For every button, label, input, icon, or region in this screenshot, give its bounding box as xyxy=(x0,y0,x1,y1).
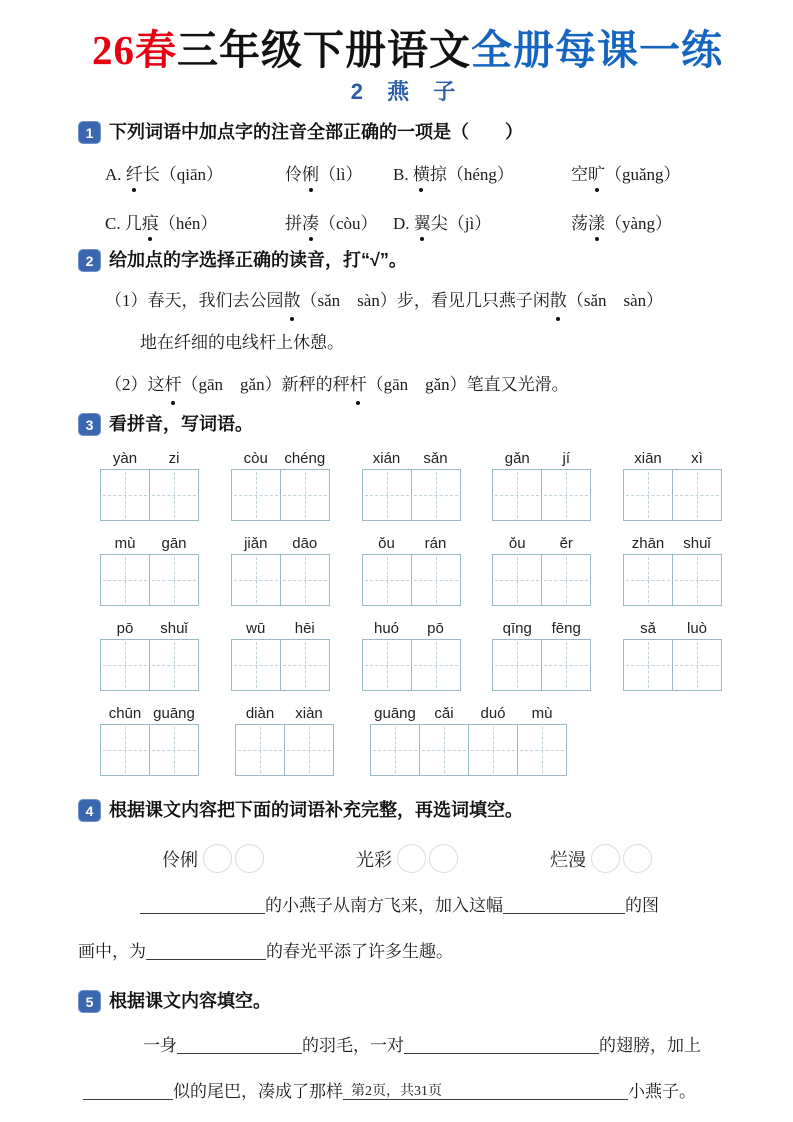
tianzige-cell[interactable] xyxy=(281,640,329,690)
tianzige-grid xyxy=(231,469,330,521)
pinyin-syllable: dāo xyxy=(292,535,318,553)
word-completion-group xyxy=(162,844,264,873)
pinyin-line xyxy=(231,450,330,467)
tianzige-grid xyxy=(231,639,330,691)
tianzige-cell[interactable] xyxy=(624,555,673,605)
emphasis-dot-char: 纤 xyxy=(126,160,143,185)
tianzige-cell[interactable] xyxy=(281,555,329,605)
q1-option-a1: A. 纤长（qiān） xyxy=(105,160,285,185)
tianzige-cell[interactable] xyxy=(673,470,721,520)
tianzige-cell[interactable] xyxy=(232,640,281,690)
tianzige-grid xyxy=(231,554,330,606)
pinyin-syllable: wū xyxy=(246,620,266,638)
tianzige-cell[interactable] xyxy=(542,470,590,520)
tianzige-grid xyxy=(235,724,334,776)
pinyin-line xyxy=(492,450,591,467)
pinyin-line xyxy=(362,620,461,637)
tianzige-group xyxy=(362,450,461,521)
q1-option-a2: 伶俐（lì） xyxy=(285,160,393,185)
tianzige-grid xyxy=(492,639,591,691)
q5-fill-line-2: 似的尾巴，凑成了那样 小燕子。 xyxy=(83,1079,737,1105)
tianzige-row xyxy=(100,535,722,606)
page-footer xyxy=(0,1080,793,1100)
pinyin-syllable: qīng xyxy=(502,620,532,638)
tianzige-row xyxy=(100,450,722,521)
tianzige-group xyxy=(231,450,330,521)
q1-option-c2: 拼凑（còu） xyxy=(285,209,393,234)
tianzige-cell[interactable] xyxy=(101,640,150,690)
tianzige-cell[interactable] xyxy=(493,555,542,605)
pinyin-writing-grids xyxy=(100,450,737,776)
q1-option-c1: C. 几痕（hén） xyxy=(105,209,285,234)
q4-fill-line-2: 画中，为 的春光平添了许多生趣。 xyxy=(78,942,453,962)
question-number-badge: 4 xyxy=(78,799,101,822)
tianzige-group xyxy=(623,450,722,521)
q1-option-d1: D. 翼尖（jì） xyxy=(393,209,571,234)
tianzige-cell[interactable] xyxy=(518,725,566,775)
pinyin-line xyxy=(492,620,591,637)
tianzige-group xyxy=(231,620,330,691)
pinyin-syllable: shuǐ xyxy=(683,535,711,553)
tianzige-row xyxy=(100,620,722,691)
question-number-badge: 2 xyxy=(78,249,101,272)
tianzige-grid xyxy=(623,639,722,691)
tianzige-group xyxy=(623,535,722,606)
answer-circle[interactable] xyxy=(397,844,426,873)
tianzige-cell[interactable] xyxy=(673,640,721,690)
pinyin-line xyxy=(100,450,199,467)
question-3 xyxy=(78,412,737,776)
tianzige-cell[interactable] xyxy=(624,640,673,690)
question-1 xyxy=(78,120,737,234)
pinyin-syllable: ěr xyxy=(559,535,573,553)
question-2-stem: 给加点的字选择正确的读音，打“√”。 xyxy=(109,250,407,271)
pinyin-line xyxy=(231,535,330,552)
tianzige-grid xyxy=(623,554,722,606)
emphasis-dot-char: 杆 xyxy=(350,372,367,398)
emphasis-dot-char: 散 xyxy=(284,288,301,314)
question-4-stem: 根据课文内容把下面的词语补充完整，再选词填空。 xyxy=(109,800,523,821)
question-3-stem: 看拼音，写词语。 xyxy=(109,414,253,435)
q1-option-d2: 荡漾（yàng） xyxy=(571,209,737,234)
question-4 xyxy=(78,798,737,965)
question-number-badge: 5 xyxy=(78,990,101,1013)
tianzige-cell[interactable] xyxy=(285,725,333,775)
pinyin-line xyxy=(362,535,461,552)
word-completion-group xyxy=(356,844,458,873)
tianzige-cell[interactable] xyxy=(150,470,198,520)
pinyin-syllable: chéng xyxy=(284,450,326,468)
tianzige-cell[interactable] xyxy=(232,555,281,605)
pinyin-line xyxy=(100,705,199,722)
tianzige-group xyxy=(623,620,722,691)
tianzige-cell[interactable] xyxy=(469,725,518,775)
answer-blank[interactable] xyxy=(146,942,266,960)
tianzige-cell[interactable] xyxy=(101,555,150,605)
pinyin-syllable: sǎn xyxy=(423,450,448,468)
emphasis-dot-char: 翼 xyxy=(414,209,431,234)
tianzige-group xyxy=(100,620,199,691)
pinyin-syllable: mù xyxy=(531,705,553,723)
emphasis-dot-char: 杆 xyxy=(165,372,182,398)
question-2-head xyxy=(78,248,737,272)
tianzige-cell[interactable] xyxy=(542,640,590,690)
tianzige-cell[interactable] xyxy=(420,725,469,775)
pinyin-syllable: cǎi xyxy=(434,705,454,723)
tianzige-cell[interactable] xyxy=(624,470,673,520)
tianzige-group xyxy=(100,705,199,776)
q2-line-2: （2）这杆（gān gǎn）新秤的秤杆（gān gǎn）笔直又光滑。 xyxy=(105,372,737,398)
question-1-head xyxy=(78,120,737,144)
tianzige-cell[interactable] xyxy=(412,555,460,605)
question-1-stem: 下列词语中加点字的注音全部正确的一项是（ ） xyxy=(109,122,523,143)
tianzige-grid xyxy=(492,469,591,521)
pinyin-syllable: hēi xyxy=(294,620,315,638)
tianzige-cell[interactable] xyxy=(363,555,412,605)
emphasis-dot-char: 散 xyxy=(550,288,567,314)
pinyin-syllable: rán xyxy=(424,535,447,553)
pinyin-line xyxy=(235,705,334,722)
tianzige-group xyxy=(362,535,461,606)
pinyin-syllable: luò xyxy=(686,620,708,638)
pinyin-syllable: duó xyxy=(480,705,506,723)
worksheet-body xyxy=(78,120,737,1105)
q1-options-grid xyxy=(105,160,737,234)
answer-blank[interactable] xyxy=(503,896,625,914)
tianzige-grid xyxy=(100,469,199,521)
answer-circle[interactable] xyxy=(591,844,620,873)
tianzige-cell[interactable] xyxy=(150,640,198,690)
pinyin-syllable: shuǐ xyxy=(160,620,188,638)
pinyin-line xyxy=(362,450,461,467)
tianzige-cell[interactable] xyxy=(412,470,460,520)
answer-circle[interactable] xyxy=(235,844,264,873)
emphasis-dot-char: 横 xyxy=(413,160,430,185)
q2-line-1: （1）春天，我们去公园散（sǎn sàn）步，看见几只燕子闲散（sǎn sàn） xyxy=(105,288,737,314)
tianzige-cell[interactable] xyxy=(363,470,412,520)
q4-word-completion-row xyxy=(162,844,737,873)
pinyin-syllable: guāng xyxy=(374,705,416,723)
tianzige-grid xyxy=(623,469,722,521)
pinyin-syllable: gǎn xyxy=(504,450,530,468)
pinyin-line xyxy=(231,620,330,637)
question-3-head xyxy=(78,412,737,436)
tianzige-cell[interactable] xyxy=(101,725,150,775)
worksheet-header xyxy=(78,28,737,106)
answer-blank[interactable] xyxy=(177,1036,302,1054)
tianzige-cell[interactable] xyxy=(236,725,285,775)
tianzige-group xyxy=(492,535,591,606)
pinyin-line xyxy=(100,535,199,552)
pinyin-syllable: zhān xyxy=(631,535,665,553)
emphasis-dot-char: 漾 xyxy=(588,209,605,234)
pinyin-syllable: pō xyxy=(116,620,134,638)
pinyin-line xyxy=(492,535,591,552)
q1-option-b1: B. 横掠（héng） xyxy=(393,160,571,185)
emphasis-dot-char: 凑 xyxy=(302,209,319,234)
word-completion-group xyxy=(550,844,652,873)
pinyin-syllable: diàn xyxy=(245,705,275,723)
pinyin-syllable: guāng xyxy=(153,705,195,723)
pinyin-syllable: yàn xyxy=(112,450,138,468)
tianzige-group xyxy=(231,535,330,606)
tianzige-grid xyxy=(100,724,199,776)
title-grade: 三年级下册语文 xyxy=(177,27,471,73)
word-stem: 伶俐 xyxy=(162,849,198,870)
tianzige-group xyxy=(492,620,591,691)
tianzige-group xyxy=(235,705,334,776)
tianzige-group xyxy=(100,450,199,521)
pinyin-syllable: xián xyxy=(372,450,401,468)
tianzige-cell[interactable] xyxy=(412,640,460,690)
pinyin-line xyxy=(623,620,722,637)
question-number-badge: 3 xyxy=(78,413,101,436)
tianzige-group xyxy=(362,620,461,691)
pinyin-syllable: huó xyxy=(373,620,400,638)
answer-circle[interactable] xyxy=(623,844,652,873)
tianzige-cell[interactable] xyxy=(150,725,198,775)
pinyin-syllable: sǎ xyxy=(640,620,656,638)
tianzige-group xyxy=(370,705,567,776)
tianzige-cell[interactable] xyxy=(281,470,329,520)
question-number-badge: 1 xyxy=(78,121,101,144)
tianzige-grid xyxy=(362,469,461,521)
tianzige-grid xyxy=(362,554,461,606)
tianzige-grid xyxy=(362,639,461,691)
tianzige-cell[interactable] xyxy=(371,725,420,775)
tianzige-grid xyxy=(100,554,199,606)
title-series: 全册每课一练 xyxy=(471,27,723,73)
page-number: 第2页，共31页 xyxy=(351,1084,442,1099)
pinyin-syllable: ǒu xyxy=(508,535,526,553)
pinyin-syllable: zi xyxy=(168,450,180,468)
question-2 xyxy=(78,248,737,398)
pinyin-syllable: còu xyxy=(243,450,268,468)
tianzige-grid xyxy=(370,724,567,776)
q1-option-b2: 空旷（guǎng） xyxy=(571,160,737,185)
tianzige-grid xyxy=(492,554,591,606)
lesson-title: 2 燕 子 xyxy=(350,79,465,105)
q2-line-1-cont: 地在纤细的电线杆上休憩。 xyxy=(140,333,344,353)
tianzige-cell[interactable] xyxy=(493,640,542,690)
emphasis-dot-char: 痕 xyxy=(142,209,159,234)
answer-blank[interactable] xyxy=(404,1036,599,1054)
word-stem: 烂漫 xyxy=(550,849,586,870)
pinyin-syllable: mù xyxy=(114,535,136,553)
tianzige-cell[interactable] xyxy=(101,470,150,520)
pinyin-syllable: pō xyxy=(427,620,444,638)
pinyin-line xyxy=(100,620,199,637)
tianzige-group xyxy=(100,535,199,606)
question-4-head xyxy=(78,798,737,822)
pinyin-line xyxy=(370,705,567,722)
q5-fill-line-1: 一身 的羽毛，一对 的翅膀，加上 xyxy=(143,1036,701,1056)
pinyin-line xyxy=(623,535,722,552)
tianzige-cell[interactable] xyxy=(363,640,412,690)
tianzige-cell[interactable] xyxy=(150,555,198,605)
pinyin-syllable: fēng xyxy=(551,620,581,638)
q4-fill-line-1: 的小燕子从南方飞来，加入这幅 的图 xyxy=(140,893,737,919)
answer-circle[interactable] xyxy=(203,844,232,873)
tianzige-cell[interactable] xyxy=(493,470,542,520)
word-stem: 光彩 xyxy=(356,849,392,870)
pinyin-syllable: xiàn xyxy=(295,705,323,723)
pinyin-line xyxy=(623,450,722,467)
page-title xyxy=(78,28,737,73)
pinyin-syllable: chūn xyxy=(108,705,142,723)
pinyin-syllable: gān xyxy=(161,535,187,553)
question-5-head xyxy=(78,989,737,1013)
tianzige-cell[interactable] xyxy=(673,555,721,605)
pinyin-syllable: xì xyxy=(691,450,703,468)
emphasis-dot-char: 俐 xyxy=(302,160,319,185)
tianzige-cell[interactable] xyxy=(232,470,281,520)
question-5-stem: 根据课文内容填空。 xyxy=(109,991,271,1012)
pinyin-syllable: xiān xyxy=(634,450,662,468)
pinyin-syllable: ǒu xyxy=(378,535,395,553)
emphasis-dot-char: 旷 xyxy=(588,160,605,185)
title-edition: 26春 xyxy=(92,27,177,73)
answer-blank[interactable] xyxy=(140,896,265,914)
tianzige-row xyxy=(100,705,722,776)
pinyin-syllable: jí xyxy=(562,450,570,468)
tianzige-cell[interactable] xyxy=(542,555,590,605)
pinyin-syllable: jiǎn xyxy=(244,535,268,553)
answer-circle[interactable] xyxy=(429,844,458,873)
tianzige-grid xyxy=(100,639,199,691)
tianzige-group xyxy=(492,450,591,521)
